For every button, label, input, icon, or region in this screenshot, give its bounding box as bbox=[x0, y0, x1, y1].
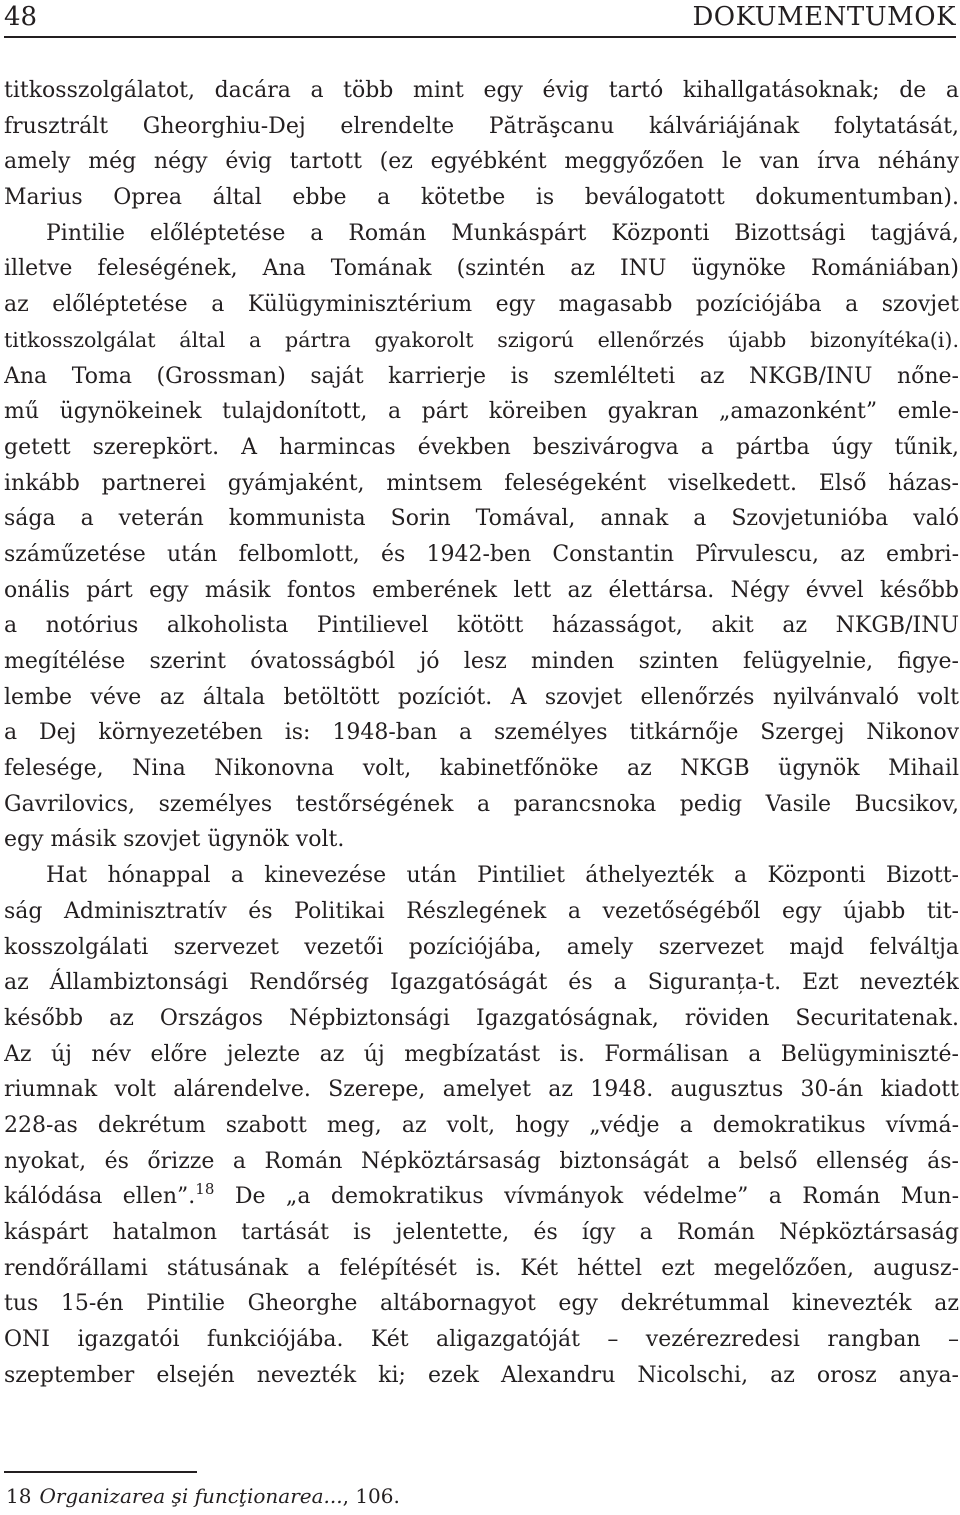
text-line: az Állambiztonsági Rendőrség Igazgatóságát és a Siguranța-t. Ezt nevezték bbox=[4, 970, 959, 996]
text-line: Gavrilovics, személyes testőrségének a parancsnoka pedig Vasile Bucsikov, bbox=[4, 791, 959, 817]
text-line: Pintilie előléptetése a Román Munkáspárt Központi Bizottsági tagjává, bbox=[46, 220, 959, 246]
section-title: DOKUMENTUMOK bbox=[692, 2, 956, 32]
footnote-reference[interactable]: 18 bbox=[195, 1180, 215, 1199]
text-line: az előléptetése a Külügyminisztérium egy magasabb pozíciójába a szovjet bbox=[4, 292, 959, 318]
text-line: getett szerepkört. A harmincas években beszivárogva a pártba úgy tűnik, bbox=[4, 434, 959, 460]
text-line: frusztrált Gheorghiu-Dej elrendelte Pătrăşcanu kálváriájának folytatását, bbox=[4, 113, 959, 139]
text-line: sága a veterán kommunista Sorin Tomával, annak a Szovjetunióba való bbox=[4, 506, 959, 532]
text-line: rendőrállami státusának a felépítését is. Két héttel ezt megelőzően, augusz- bbox=[4, 1255, 959, 1281]
text-fragment: kálódása ellen”. bbox=[4, 1184, 196, 1210]
text-line: kosszolgálati szervezet vezetői pozíciójába, amely szervezet majd felváltja bbox=[4, 934, 959, 960]
text-line: mű ügynökeinek tulajdonított, a párt köreiben gyakran „amazonként” emle- bbox=[4, 399, 959, 425]
text-line: nyokat, és őrizze a Román Népköztársaság biztonságát a belső ellenség ás- bbox=[4, 1148, 959, 1174]
text-line: Marius Oprea által ebbe a kötetbe is beválogatott dokumentumban). bbox=[4, 185, 959, 211]
text-line: Hat hónappal a kinevezése után Pintiliet áthelyezték a Központi Bizott- bbox=[46, 863, 959, 889]
text-line: inkább partnerei gyámjaként, mintsem feleségeként viselkedett. Első házas- bbox=[4, 470, 959, 496]
body-text bbox=[4, 73, 959, 1393]
text-line: 228-as dekrétum szabott meg, az volt, hogy „védje a demokratikus vívmá- bbox=[4, 1112, 959, 1138]
footnote-number: 18 bbox=[6, 1484, 32, 1508]
text-line: a notórius alkoholista Pintilievel kötött házasságot, akit az NKGB/INU bbox=[4, 613, 959, 639]
text-line: titkosszolgálat által a pártra gyakorolt szigorú ellenőrzés újabb bizonyítéka(i). bbox=[4, 327, 959, 352]
text-line: ság Adminisztratív és Politikai Részlegének a vezetőségéből egy újabb tit- bbox=[4, 898, 959, 924]
text-line: Ana Toma (Grossman) saját karrierje is szemlélteti az NKGB/INU nőne- bbox=[4, 363, 959, 389]
text-line: megítélése szerint óvatosságból jó lesz minden szinten felügyelnie, figye- bbox=[4, 649, 959, 674]
text-line: egy másik szovjet ügynök volt. bbox=[4, 827, 345, 853]
page-number: 48 bbox=[4, 2, 38, 32]
text-line: ONI igazgatói funkciójába. Két aligazgatóját – vezérezredesi rangban – bbox=[4, 1327, 959, 1353]
footnote-source-title: Organizarea şi funcţionarea... bbox=[39, 1484, 343, 1508]
text-line: tus 15-én Pintilie Gheorghe altábornagyot egy dekrétummal kinevezték az bbox=[4, 1291, 959, 1317]
text-line: onális párt egy másik fontos emberének lett az élettársa. Négy évvel később bbox=[4, 577, 959, 603]
running-head bbox=[4, 0, 956, 38]
text-line: riumnak volt alárendelve. Szerepe, amelyet az 1948. augusztus 30-án kiadott bbox=[4, 1077, 959, 1103]
text-line: szeptember elsején nevezték ki; ezek Alexandru Nicolschi, az orosz anya- bbox=[4, 1362, 959, 1388]
text-line: amely még négy évig tartott (ez egyébként meggyőzően le van írva néhány bbox=[4, 149, 959, 175]
text-line: káspárt hatalmon tartását is jelentette, és így a Román Népköztársaság bbox=[4, 1220, 959, 1245]
text-line: titkosszolgálatot, dacára a több mint egy évig tartó kihallgatásoknak; de a bbox=[4, 78, 959, 103]
footnote bbox=[6, 1484, 400, 1508]
footnote-page: , 106. bbox=[342, 1484, 400, 1508]
text-line: később az Országos Népbiztonsági Igazgatóságnak, röviden Securitatenak. bbox=[4, 1005, 959, 1031]
text-fragment: De „a demokratikus vívmányok védelme” a Román Mun- bbox=[234, 1184, 959, 1210]
text-line: felesége, Nina Nikonovna volt, kabinetfőnöke az NKGB ügynök Mihail bbox=[4, 756, 959, 782]
text-line: lembe véve az általa betöltött pozíciót. A szovjet ellenőrzés nyilvánvaló volt bbox=[4, 684, 959, 710]
text-line: száműzetése után felbomlott, és 1942-ben Constantin Pîrvulescu, az embri- bbox=[4, 541, 959, 567]
text-line bbox=[4, 1179, 959, 1215]
text-line: illetve feleségének, Ana Tomának (szintén az INU ügynöke Romániában) bbox=[4, 256, 959, 282]
text-line: Az új név előre jelezte az új megbízatást is. Formálisan a Belügyminiszté- bbox=[4, 1041, 959, 1067]
text-line: a Dej környezetében is: 1948-ban a személyes titkárnője Szergej Nikonov bbox=[4, 720, 959, 746]
footnote-divider bbox=[4, 1471, 197, 1473]
